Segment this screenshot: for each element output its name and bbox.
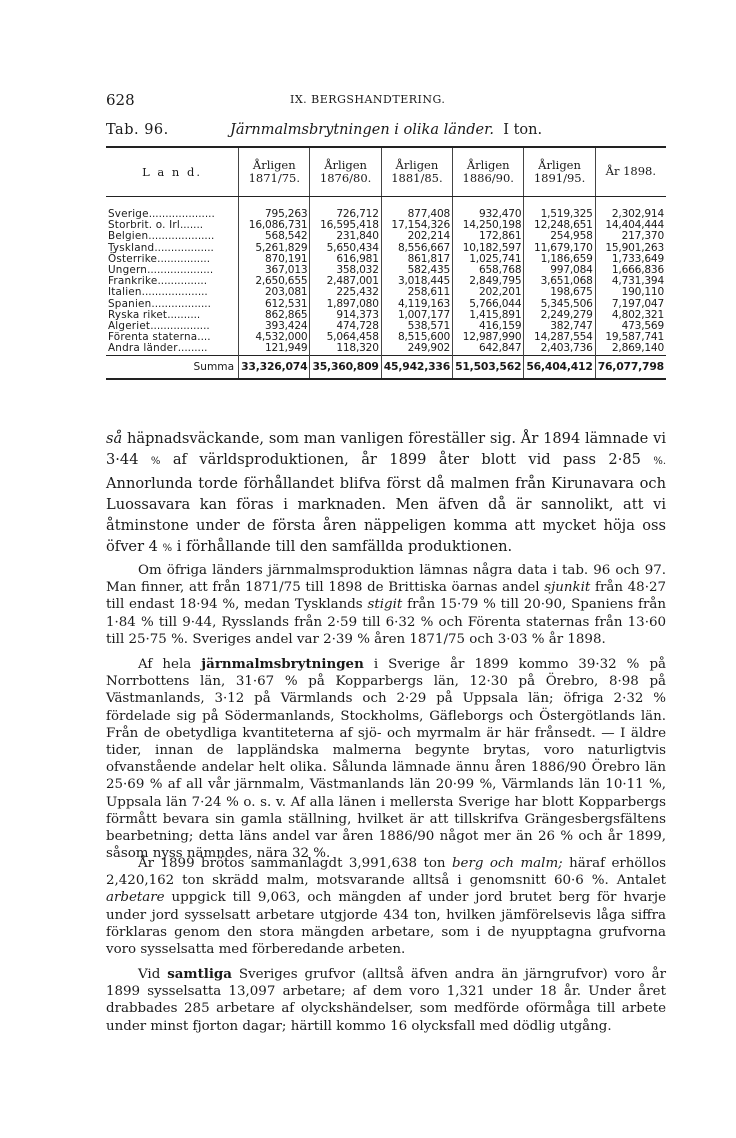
- value-cell: 12,987,990: [453, 332, 524, 343]
- value-cell: 2,487,001: [310, 276, 381, 287]
- country-cell: Italien....................: [108, 286, 208, 299]
- percent-sign: %: [150, 456, 161, 468]
- value-cell: 5,766,044: [453, 299, 524, 310]
- value-cell: 1,415,891: [453, 310, 524, 321]
- country-cell: Andra länder.........: [108, 342, 208, 355]
- column-header: Årligen 1891/95.: [524, 147, 595, 197]
- sum-value-cell: 56,404,412: [524, 355, 595, 379]
- bold-text: samtliga: [167, 966, 232, 982]
- percent-sign: %.: [653, 456, 667, 468]
- italic-text: stigit: [367, 597, 403, 613]
- percent-sign: %: [162, 543, 173, 555]
- value-cell: 2,302,914: [595, 197, 666, 221]
- sum-label: Summa: [106, 355, 239, 379]
- value-cell: 2,849,795: [453, 276, 524, 287]
- value-cell: 12,248,651: [524, 220, 595, 231]
- page-number: 628: [106, 91, 135, 109]
- value-cell: 5,064,458: [310, 332, 381, 343]
- value-cell: 17,154,326: [381, 220, 452, 231]
- value-cell: 658,768: [453, 265, 524, 276]
- country-cell: Spanien..................: [108, 297, 211, 310]
- table-title-text: Järnmalmsbrytningen i olika länder.: [230, 122, 495, 138]
- value-cell: 1,897,080: [310, 299, 381, 310]
- value-cell: 4,731,394: [595, 276, 666, 287]
- value-cell: 118,320: [310, 343, 381, 355]
- value-cell: 4,802,321: [595, 310, 666, 321]
- value-cell: 19,587,741: [595, 332, 666, 343]
- value-cell: 8,556,667: [381, 243, 452, 254]
- sum-value-cell: 76,077,798: [595, 355, 666, 379]
- value-cell: 15,901,263: [595, 243, 666, 254]
- value-cell: 16,595,418: [310, 220, 381, 231]
- value-cell: 2,403,736: [524, 343, 595, 355]
- value-cell: 914,373: [310, 310, 381, 321]
- lead-text: af världsproduktionen, år 1899 åter blott vid pass 2·85: [160, 451, 654, 469]
- value-cell: 7,197,047: [595, 299, 666, 310]
- value-cell: 862,865: [239, 310, 310, 321]
- value-cell: 382,747: [524, 321, 595, 332]
- table-number: Tab. 96.: [106, 122, 169, 138]
- value-cell: 8,515,600: [381, 332, 452, 343]
- value-cell: 202,214: [381, 231, 452, 242]
- sum-value-cell: 51,503,562: [453, 355, 524, 379]
- value-cell: 642,847: [453, 343, 524, 355]
- value-cell: 202,201: [453, 287, 524, 298]
- value-cell: 538,571: [381, 321, 452, 332]
- value-cell: 225,432: [310, 287, 381, 298]
- value-cell: 1,519,325: [524, 197, 595, 221]
- paragraph-5: Vid samtliga Sveriges grufvor (alltså äfven andra än järngrufvor) voro år 1899 sysselsatta 13,097 arbetare; af dem voro 1,321 under 18 år. Under året drabbades 285 arbetare af olyckshändelser, som medförde oförmåga till arbete under minst fjorton dagar; härtill kommo 16 olycksfall med dödlig utgång.: [106, 966, 666, 1034]
- value-cell: 473,569: [595, 321, 666, 332]
- table-row: [106, 343, 666, 355]
- sum-value-cell: 33,326,074: [239, 355, 310, 379]
- table-title: [230, 122, 542, 138]
- value-cell: 861,817: [381, 254, 452, 265]
- paragraph-2: Om öfriga länders järnmalmsproduktion lämnas några data i tab. 96 och 97. Man finner, att från 1871/75 till 1898 de Brittiska öarnas andel sjunkit från 48·27 till endast 18·94 %, medan Tysklands stigit från 15·79 % till 20·90, Spaniens från 1·84 % till 9·44, Rysslands från 2·59 till 6·32 % och Förenta staternas från 13·60 till 25·75 %. Sveriges andel var 2·39 % åren 1871/75 och 3·03 % år 1898.: [106, 563, 666, 647]
- country-cell: Storbrit. o. Irl.......: [108, 219, 204, 232]
- country-cell: Sverige....................: [108, 208, 215, 220]
- value-cell: 3,018,445: [381, 276, 452, 287]
- value-cell: 367,013: [239, 265, 310, 276]
- value-cell: 172,861: [453, 231, 524, 242]
- value-cell: 612,531: [239, 299, 310, 310]
- country-cell: Belgien....................: [108, 230, 215, 243]
- country-cell: Österrike................: [108, 252, 211, 265]
- value-cell: 997,084: [524, 265, 595, 276]
- value-cell: 568,542: [239, 231, 310, 242]
- value-cell: 877,408: [381, 197, 452, 221]
- value-cell: 249,902: [381, 343, 452, 355]
- value-cell: 5,345,506: [524, 299, 595, 310]
- lead-text: i förhållande till den samfällda produktionen.: [172, 538, 513, 556]
- sum-value-cell: 45,942,336: [381, 355, 452, 379]
- value-cell: 870,191: [239, 254, 310, 265]
- column-header: Årligen 1876/80.: [310, 147, 381, 197]
- table-row: [106, 197, 666, 221]
- column-header: Årligen 1886/90.: [453, 147, 524, 197]
- value-cell: 10,182,597: [453, 243, 524, 254]
- value-cell: 121,949: [239, 343, 310, 355]
- value-cell: 1,186,659: [524, 254, 595, 265]
- value-cell: 2,869,140: [595, 343, 666, 355]
- country-cell: Algeriet..................: [108, 320, 210, 333]
- value-cell: 1,733,649: [595, 254, 666, 265]
- value-cell: 393,424: [239, 321, 310, 332]
- value-cell: 1,666,836: [595, 265, 666, 276]
- value-cell: 14,287,554: [524, 332, 595, 343]
- iron-ore-table: [106, 146, 666, 380]
- italic-text: arbetare: [106, 890, 165, 906]
- value-cell: 198,675: [524, 287, 595, 298]
- value-cell: 14,404,444: [595, 220, 666, 231]
- value-cell: 16,086,731: [239, 220, 310, 231]
- value-cell: 1,025,741: [453, 254, 524, 265]
- value-cell: 5,261,829: [239, 243, 310, 254]
- column-header: Årligen 1871/75.: [239, 147, 310, 197]
- column-header: Årligen 1881/85.: [381, 147, 452, 197]
- value-cell: 203,081: [239, 287, 310, 298]
- value-cell: 258,611: [381, 287, 452, 298]
- lead-text: häpnadsväckande, som man vanligen föreställer sig. År 1894 lämnade vi 3·44: [106, 430, 666, 469]
- value-cell: 254,958: [524, 231, 595, 242]
- country-cell: Frankrike...............: [108, 275, 208, 288]
- table-unit: I ton.: [503, 122, 543, 138]
- value-cell: 416,159: [453, 321, 524, 332]
- country-cell: Ungern....................: [108, 264, 214, 277]
- value-cell: 14,250,198: [453, 220, 524, 231]
- value-cell: 358,032: [310, 265, 381, 276]
- value-cell: 795,263: [239, 197, 310, 221]
- bold-text: järnmalmsbrytningen: [201, 656, 364, 672]
- value-cell: 5,650,434: [310, 243, 381, 254]
- running-head: IX. BERGSHANDTERING.: [290, 93, 446, 106]
- paragraph-4: År 1899 brötos sammanlagdt 3,991,638 ton berg och malm; häraf erhöllos 2,420,162 ton skrädd malm, motsvarande alltså i genomsnitt 60·6 %. Antalet arbetare uppgick till 9,063, och mängden af under jord brutet berg för hvarje under jord sysselsatt arbetare utgjorde 434 ton, hvilken jämförelsevis låga siffra förklaras genom den stora mängden arbetare, som i de nyupptagna grufvorna voro sysselsatta med förberedande arbeten.: [106, 856, 666, 958]
- country-cell: Ryska riket..........: [108, 308, 201, 321]
- lead-paragraph: [106, 428, 666, 560]
- value-cell: 1,007,177: [381, 310, 452, 321]
- lead-text: Annorlunda torde förhållandet blifva först då malmen från Kirunavara och Luossavara kan föras i marknaden. Men äfven då är sannolikt, att vi åtminstone under de första åren näppeligen komma att mycket höja oss öfver 4: [106, 474, 666, 556]
- paragraph-3: Af hela järnmalmsbrytningen i Sverige år 1899 kommo 39·32 % på Norrbottens län, 31·67 % på Kopparbergs län, 12·30 på Örebro, 8·98 på Västmanlands, 3·12 på Värmlands och 2·29 på Uppsala län; öfriga 2·32 % fördelade sig på Södermanlands, Stockholms, Gäfleborgs och Östergötlands län. Från de obetydliga kvantiteterna af sjö- och myrmalm är här frånsedt. — I äldre tider, innan de lappländska malmerna begynte brytas, voro naturligtvis ofvanstående andelar helt olika. Sålunda lämnade ännu åren 1886/90 Örebro län 25·69 % af all vår järnmalm, Västmanlands län 20·99 %, Värmlands län 10·11 %, Uppsala län 7·24 % o. s. v. Af alla länen i mellersta Sverige har blott Kopparbergs förmått bevara sin gamla ställning, hvilket är att tillskrifva Grängesbergsfältens bearbetning; detta läns andel var åren 1886/90 något mer än 26 % och år 1899, såsom nyss nämndes, nära 32 %.: [106, 656, 666, 862]
- value-cell: 726,712: [310, 197, 381, 221]
- table-header-row: [106, 147, 666, 197]
- value-cell: 11,679,170: [524, 243, 595, 254]
- land-header: L a n d.: [106, 147, 239, 197]
- value-cell: 2,249,279: [524, 310, 595, 321]
- value-cell: 231,840: [310, 231, 381, 242]
- table-caption: [106, 122, 666, 138]
- column-header: År 1898.: [595, 147, 666, 197]
- value-cell: 474,728: [310, 321, 381, 332]
- value-cell: 932,470: [453, 197, 524, 221]
- value-cell: 217,370: [595, 231, 666, 242]
- country-cell: Tyskland..................: [108, 241, 214, 254]
- value-cell: 4,119,163: [381, 299, 452, 310]
- value-cell: 616,981: [310, 254, 381, 265]
- italic-text: sjunkit: [544, 580, 591, 596]
- sum-value-cell: 35,360,809: [310, 355, 381, 379]
- value-cell: 2,650,655: [239, 276, 310, 287]
- value-cell: 190,110: [595, 287, 666, 298]
- value-cell: 4,532,000: [239, 332, 310, 343]
- italic-text: berg och malm;: [451, 856, 563, 871]
- value-cell: 3,651,068: [524, 276, 595, 287]
- value-cell: 582,435: [381, 265, 452, 276]
- lead-italic: så: [106, 430, 123, 447]
- sum-row: [106, 355, 666, 379]
- country-cell: Förenta staterna....: [108, 331, 211, 344]
